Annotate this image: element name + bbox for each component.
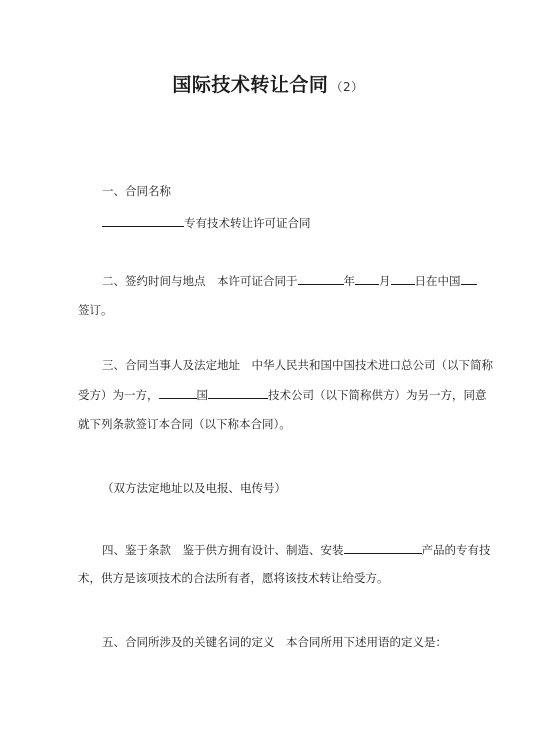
section-4-line-2: 术，供方是该项技术的合法所有者，愿将该技术转让给受方。	[78, 571, 389, 585]
title-suffix: （2）	[330, 80, 364, 94]
document-title	[0, 70, 536, 97]
year-label: 年	[343, 274, 355, 288]
section-4-line-1	[102, 541, 491, 558]
section-3-text-c: 技术公司（以下简称供方）为另一方，同意	[268, 388, 487, 402]
section-3-text-a: 受方）为一方，	[78, 388, 159, 402]
month-label: 月	[379, 274, 391, 288]
day-place-label: 日在中国	[414, 274, 461, 288]
blank-day	[391, 272, 415, 285]
section-1-heading: 一、合同名称	[102, 184, 171, 198]
blank-place	[461, 272, 477, 285]
contract-name-suffix: 专有技术转让许可证合同	[184, 216, 311, 230]
section-2-line-1	[102, 272, 477, 289]
section-3-line-2	[78, 386, 487, 403]
title-text: 国际技术转让合同	[172, 74, 329, 96]
blank-company	[208, 386, 268, 399]
section-1-contract-name	[102, 214, 311, 231]
section-4-text-b: 产品的专有技	[421, 543, 491, 557]
section-3-line-1: 三、合同当事人及法定地址 中华人民共和国中国技术进口总公司（以下简称	[102, 358, 493, 372]
section-4-text-a: 四、鉴于条款 鉴于供方拥有设计、制造、安装	[102, 543, 344, 557]
address-note: （双方法定地址以及电报、电传号）	[102, 481, 286, 495]
section-3-line-3: 就下列条款签订本合同（以下称本合同）。	[78, 417, 291, 431]
section-2-line-2: 签订。	[78, 303, 113, 317]
blank-year	[298, 272, 344, 285]
section-3-text-b: 国	[196, 388, 208, 402]
section-2-text: 二、签约时间与地点 本许可证合同于	[102, 274, 298, 288]
blank-month	[355, 272, 379, 285]
section-5-line-1: 五、合同所涉及的关键名词的定义 本合同所用下述用语的定义是：	[102, 635, 447, 649]
blank-contract-name	[102, 214, 184, 227]
blank-product	[344, 541, 422, 554]
blank-country	[159, 386, 197, 399]
